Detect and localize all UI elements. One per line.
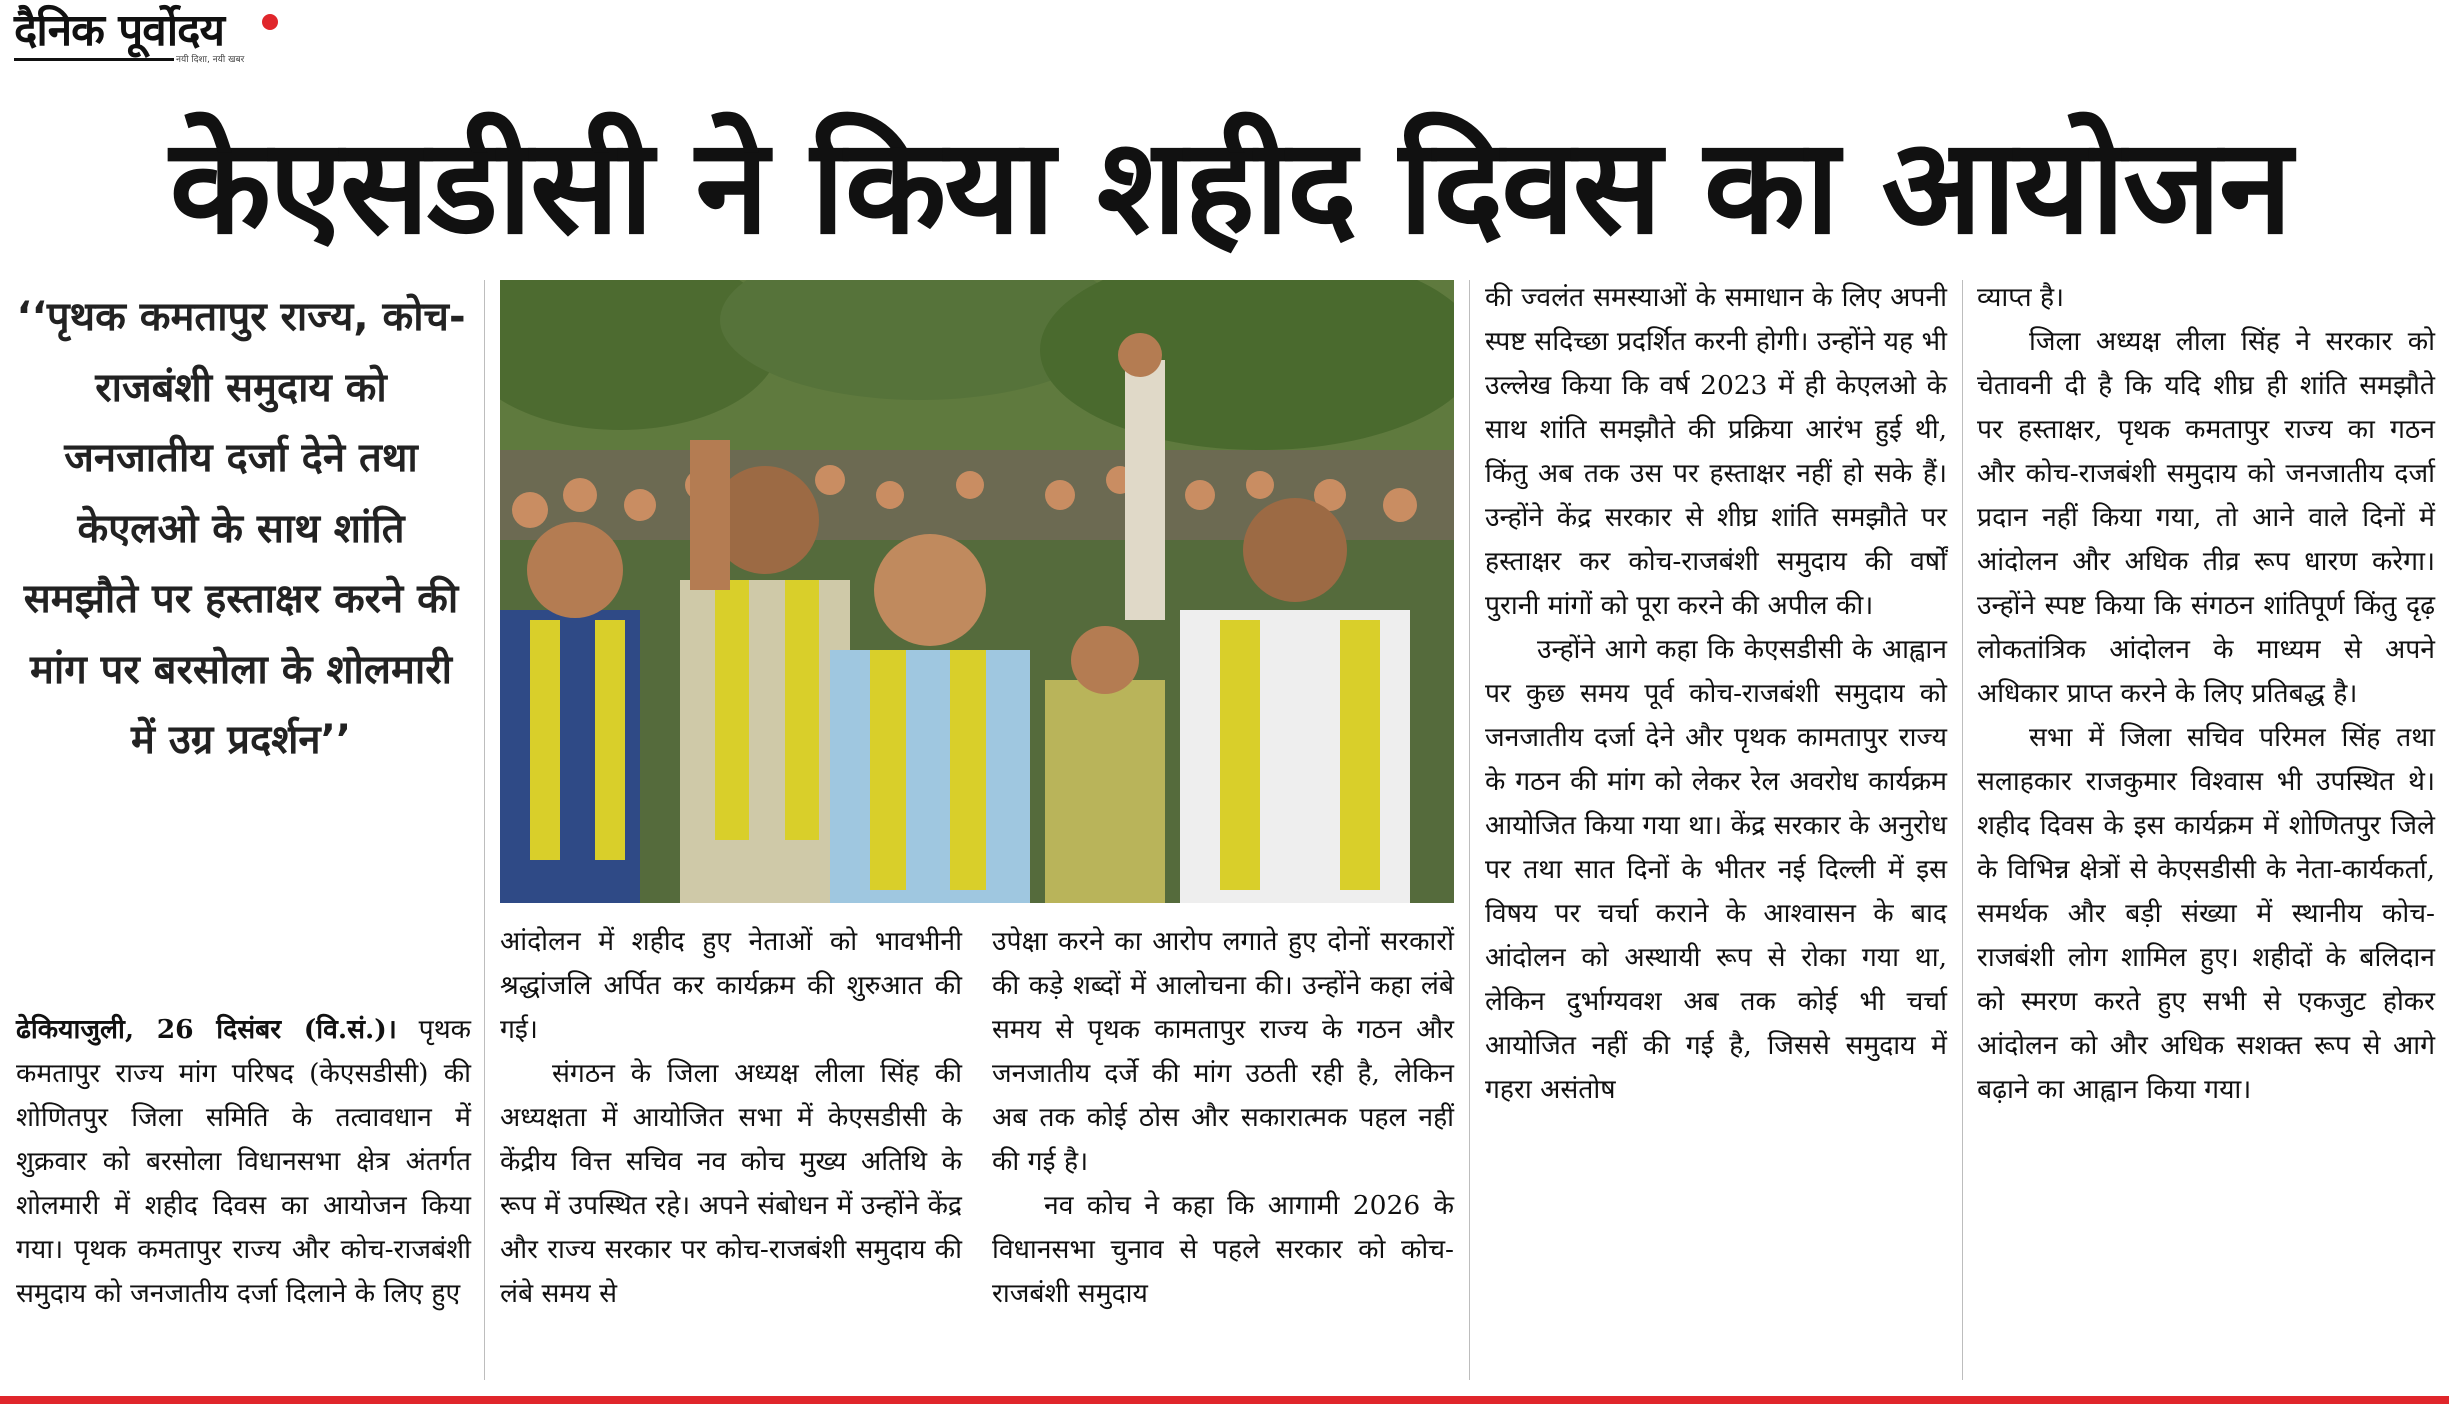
article-paragraph: संगठन के जिला अध्यक्ष लीला सिंह की अध्यक्षता में आयोजित सभा में केएसडीसी के केंद्रीय वित्त सचिव नव कोच मुख्य अतिथि के रूप में उपस्थित रहे। अपने संबोधन में उन्होंने केंद्र और राज्य सरकार पर कोच-राजबंशी समुदाय की लंबे समय से xyxy=(500,1058,962,1309)
masthead-logo-dot-icon xyxy=(262,14,278,30)
masthead xyxy=(14,6,284,70)
article-paragraph: नव कोच ने कहा कि आगामी 2026 के विधानसभा चुनाव से पहले सरकार को कोच-राजबंशी समुदाय xyxy=(992,1190,1454,1309)
footer-rule xyxy=(0,1396,2449,1404)
rally-photo-icon xyxy=(500,280,1454,903)
article-paragraph: उपेक्षा करने का आरोप लगाते हुए दोनों सरकारों की कड़े शब्दों में आलोचना की। उन्होंने कहा लंबे समय से पृथक कामतापुर राज्य के गठन और जनजातीय दर्जे की मांग उठती रही है, लेकिन अब तक कोई ठोस और सकारात्मक पहल नहीं की गई है। xyxy=(992,926,1454,1177)
column-divider xyxy=(1469,280,1470,1380)
article-column-3 xyxy=(992,920,1454,1316)
article-paragraph: आंदोलन में शहीद हुए नेताओं को भावभीनी श्रद्धांजलि अर्पित कर कार्यक्रम की शुरुआत की गई। xyxy=(500,926,962,1045)
article-paragraph: सभा में जिला सचिव परिमल सिंह तथा सलाहकार राजकुमार विश्वास भी उपस्थित थे। शहीद दिवस के इस कार्यक्रम में शोणितपुर जिले के विभिन्न क्षेत्रों से केएसडीसी के नेता-कार्यकर्ता, समर्थक और बड़ी संख्या में स्थानीय कोच-राजबंशी लोग शामिल हुए। शहीदों के बलिदान को स्मरण करते हुए सभी से एकजुट होकर आंदोलन को और अधिक सशक्त रूप से आगे बढ़ाने का आह्वान किया गया। xyxy=(1977,722,2435,1105)
article-column-5 xyxy=(1977,276,2435,1112)
pull-quote: ‘‘पृथक कमतापुर राज्य, कोच-राजबंशी समुदाय को जनजातीय दर्जा देने तथा केएलओ के साथ शांति समझौते पर हस्ताक्षर करने की मांग पर बरसोला के शोलमारी में उग्र प्रदर्शन’’ xyxy=(16,294,466,763)
masthead-tagline: नयी दिशा, नयी खबर xyxy=(176,55,245,65)
masthead-name: दैनिक पूर्वोदय xyxy=(14,5,225,56)
article-paragraph: पृथक कमतापुर राज्य मांग परिषद (केएसडीसी) की शोणितपुर जिला समिति के तत्वावधान में शुक्रवार को बरसोला विधानसभा क्षेत्र अंतर्गत शोलमारी में शहीद दिवस का आयोजन किया गया। पृथक कमतापुर राज्य और कोच-राजबंशी समुदाय को जनजातीय दर्जा दिलाने के लिए हुए xyxy=(16,1014,471,1309)
headline: केएसडीसी ने किया शहीद दिवस का आयोजन xyxy=(169,110,2291,264)
article-column-1 xyxy=(16,1008,471,1316)
article-column-4 xyxy=(1485,276,1947,1112)
article-paragraph: व्याप्त है। xyxy=(1977,282,2065,313)
masthead-rule xyxy=(14,58,174,61)
article-paragraph: उन्होंने आगे कहा कि केएसडीसी के आह्वान पर कुछ समय पूर्व कोच-राजबंशी समुदाय को जनजातीय दर्जा देने और पृथक कामतापुर राज्य के गठन की मांग को लेकर रेल अवरोध कार्यक्रम आयोजित किया गया था। केंद्र सरकार के अनुरोध पर तथा सात दिनों के भीतर नई दिल्ली में इस विषय पर चर्चा कराने के आश्वासन के बाद आंदोलन को अस्थायी रूप से रोका गया था, लेकिन दुर्भाग्यवश अब तक कोई भी चर्चा आयोजित नहीं की गई है, जिससे समुदाय में गहरा असंतोष xyxy=(1485,634,1947,1105)
column-divider xyxy=(484,280,485,1380)
article-paragraph: की ज्वलंत समस्याओं के समाधान के लिए अपनी स्पष्ट सदिच्छा प्रदर्शित करनी होगी। उन्होंने यह भी उल्लेख किया कि वर्ष 2023 में ही केएलओ के साथ शांति समझौते की प्रक्रिया आरंभ हुई थी, किंतु अब तक उस पर हस्ताक्षर नहीं हो सके हैं। उन्होंने केंद्र सरकार से शीघ्र शांति समझौते पर हस्ताक्षर कर कोच-राजबंशी समुदाय की वर्षों पुरानी मांगों को पूरा करने की अपील की। xyxy=(1485,282,1947,621)
column-divider xyxy=(1962,280,1963,1380)
article-paragraph: जिला अध्यक्ष लीला सिंह ने सरकार को चेतावनी दी है कि यदि शीघ्र ही शांति समझौते पर हस्ताक्षर, पृथक कमतापुर राज्य का गठन और कोच-राजबंशी समुदाय को जनजातीय दर्जा प्रदान नहीं किया गया, तो आने वाले दिनों में आंदोलन और अधिक तीव्र रूप धारण करेगा। उन्होंने स्पष्ट किया कि संगठन शांतिपूर्ण किंतु दृढ़ लोकतांत्रिक आंदोलन के माध्यम से अपने अधिकार प्राप्त करने के लिए प्रतिबद्ध है। xyxy=(1977,326,2435,709)
news-photo xyxy=(500,280,1454,903)
dateline: ढेकियाजुली, 26 दिसंबर (वि.सं.)। xyxy=(16,1014,397,1045)
article-column-2 xyxy=(500,920,962,1316)
